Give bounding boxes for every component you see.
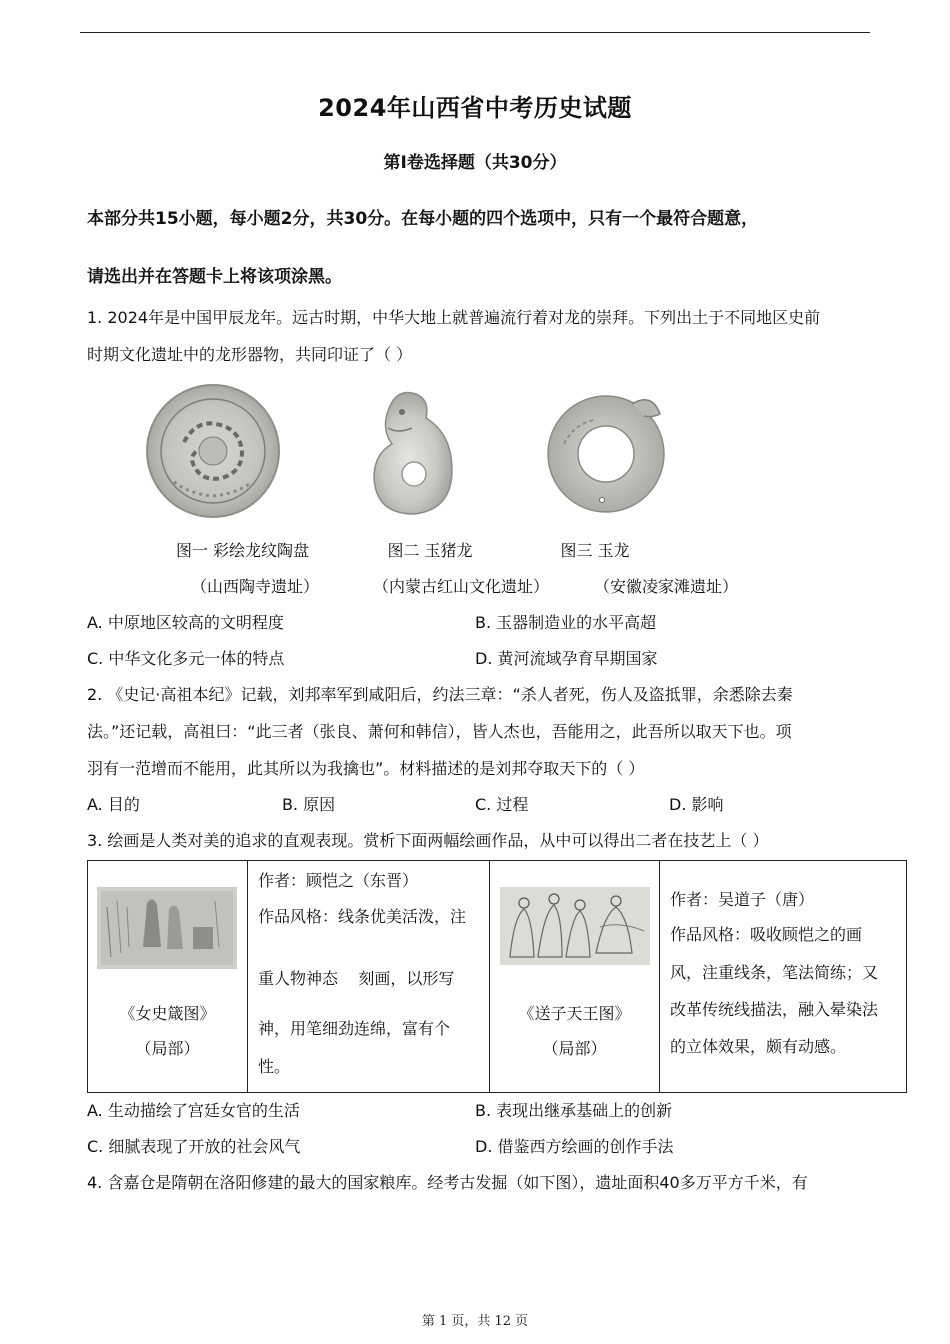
q4-stem-line-1: 4. 含嘉仓是隋朝在洛阳修建的最大的国家粮库。经考古发掘（如下图），遗址面积40多万平方千米，有 <box>87 1173 808 1192</box>
q3-option-c: C. 细腻表现了开放的社会风气 <box>87 1137 301 1156</box>
admonitions-scroll-image <box>97 887 237 969</box>
painting-2-part: （局部） <box>542 1039 607 1058</box>
painted-dragon-plate-image <box>144 382 282 520</box>
painting-2-description-cell <box>660 861 907 1093</box>
q2-stem-line-1: 2. 《史记·高祖本纪》记载，刘邦率军到咸阳后，约法三章：“杀人者死，伤人及盗抵罪，余悉除去秦 <box>87 685 793 704</box>
painting-1-title: 《女史箴图》 <box>119 1004 216 1023</box>
section-subtitle: 第I卷选择题（共30分） <box>383 153 567 173</box>
q2-option-c: C. 过程 <box>475 795 529 814</box>
painting-2-style-line-1: 作品风格：吸收顾恺之的画 <box>670 925 863 944</box>
painting-1-cell <box>88 861 248 1093</box>
painting-1-style-line-3: 神，用笔细劲连绵，富有个 <box>258 1019 451 1038</box>
instructions-line-1: 本部分共15小题，每小题2分，共30分。在每小题的四个选项中，只有一个最符合题意， <box>87 209 759 229</box>
painting-2-author: 作者：吴道子（唐） <box>670 890 815 909</box>
painting-2-style-line-2: 风，注重线条，笔法简练；又 <box>670 963 879 982</box>
q1-option-d: D. 黄河流域孕育早期国家 <box>475 649 658 668</box>
instructions-line-2: 请选出并在答题卡上将该项涂黑。 <box>87 267 342 287</box>
q1-option-c: C. 中华文化多元一体的特点 <box>87 649 285 668</box>
painting-1-part: （局部） <box>135 1039 200 1058</box>
figure-1-site: （山西陶寺遗址） <box>190 577 319 596</box>
painting-1-style-line-1: 作品风格：线条优美活泼，注 <box>258 907 467 926</box>
q1-stem-line-1: 1. 2024年是中国甲辰龙年。远古时期，中华大地上就普遍流行着对龙的崇拜。下列出土于不同地区史前 <box>87 308 821 327</box>
figure-2-site: （内蒙古红山文化遗址） <box>372 577 549 596</box>
painting-2-title: 《送子天王图》 <box>518 1004 631 1023</box>
painting-1-author: 作者：顾恺之（东晋） <box>258 871 419 890</box>
q2-option-d: D. 影响 <box>669 795 724 814</box>
figure-1-caption: 图一 彩绘龙纹陶盘 <box>175 541 310 560</box>
q3-option-d: D. 借鉴西方绘画的创作手法 <box>475 1137 674 1156</box>
painting-2-cell <box>490 861 660 1093</box>
q3-stem-line-1: 3. 绘画是人类对美的追求的直观表现。赏析下面两幅绘画作品，从中可以得出二者在技艺上（ ） <box>87 831 769 850</box>
painting-comparison-table <box>87 860 907 1093</box>
figure-2-caption: 图二 玉猪龙 <box>387 541 473 560</box>
q2-stem-line-3: 羽有一范增而不能用，此其所以为我擒也”。材料描述的是刘邦夺取天下的（ ） <box>87 759 645 778</box>
heavenly-king-painting-image <box>500 887 650 965</box>
painting-1-description-cell <box>248 861 490 1093</box>
jade-dragon-ring-image <box>544 384 668 518</box>
page-title: 2024年山西省中考历史试题 <box>318 94 632 122</box>
q3-option-a: A. 生动描绘了宫廷女官的生活 <box>87 1101 300 1120</box>
jade-pig-dragon-image <box>368 388 458 520</box>
page-footer: 第 1 页，共 12 页 <box>421 1314 529 1329</box>
painting-1-style-line-2: 重人物神态 刻画，以形写 <box>258 969 455 988</box>
q2-option-a: A. 目的 <box>87 795 140 814</box>
painting-1-style-line-4: 性。 <box>258 1057 291 1076</box>
q1-option-b: B. 玉器制造业的水平高超 <box>475 613 657 632</box>
q3-option-b: B. 表现出继承基础上的创新 <box>475 1101 673 1120</box>
figure-3-site: （安徽凌家滩遗址） <box>593 577 738 596</box>
painting-2-style-line-4: 的立体效果，颇有动感。 <box>670 1037 847 1056</box>
q2-option-b: B. 原因 <box>282 795 336 814</box>
q2-stem-line-2: 法。”还记载，高祖曰：“此三者（张良、萧何和韩信），皆人杰也，吾能用之，此吾所以取天下也。项 <box>87 722 792 741</box>
header-rule <box>80 32 870 33</box>
figure-3-caption: 图三 玉龙 <box>560 541 630 560</box>
q1-stem-line-2: 时期文化遗址中的龙形器物，共同印证了（ ） <box>87 345 413 364</box>
q1-option-a: A. 中原地区较高的文明程度 <box>87 613 284 632</box>
painting-2-style-line-3: 改革传统线描法，融入晕染法 <box>670 1000 879 1019</box>
